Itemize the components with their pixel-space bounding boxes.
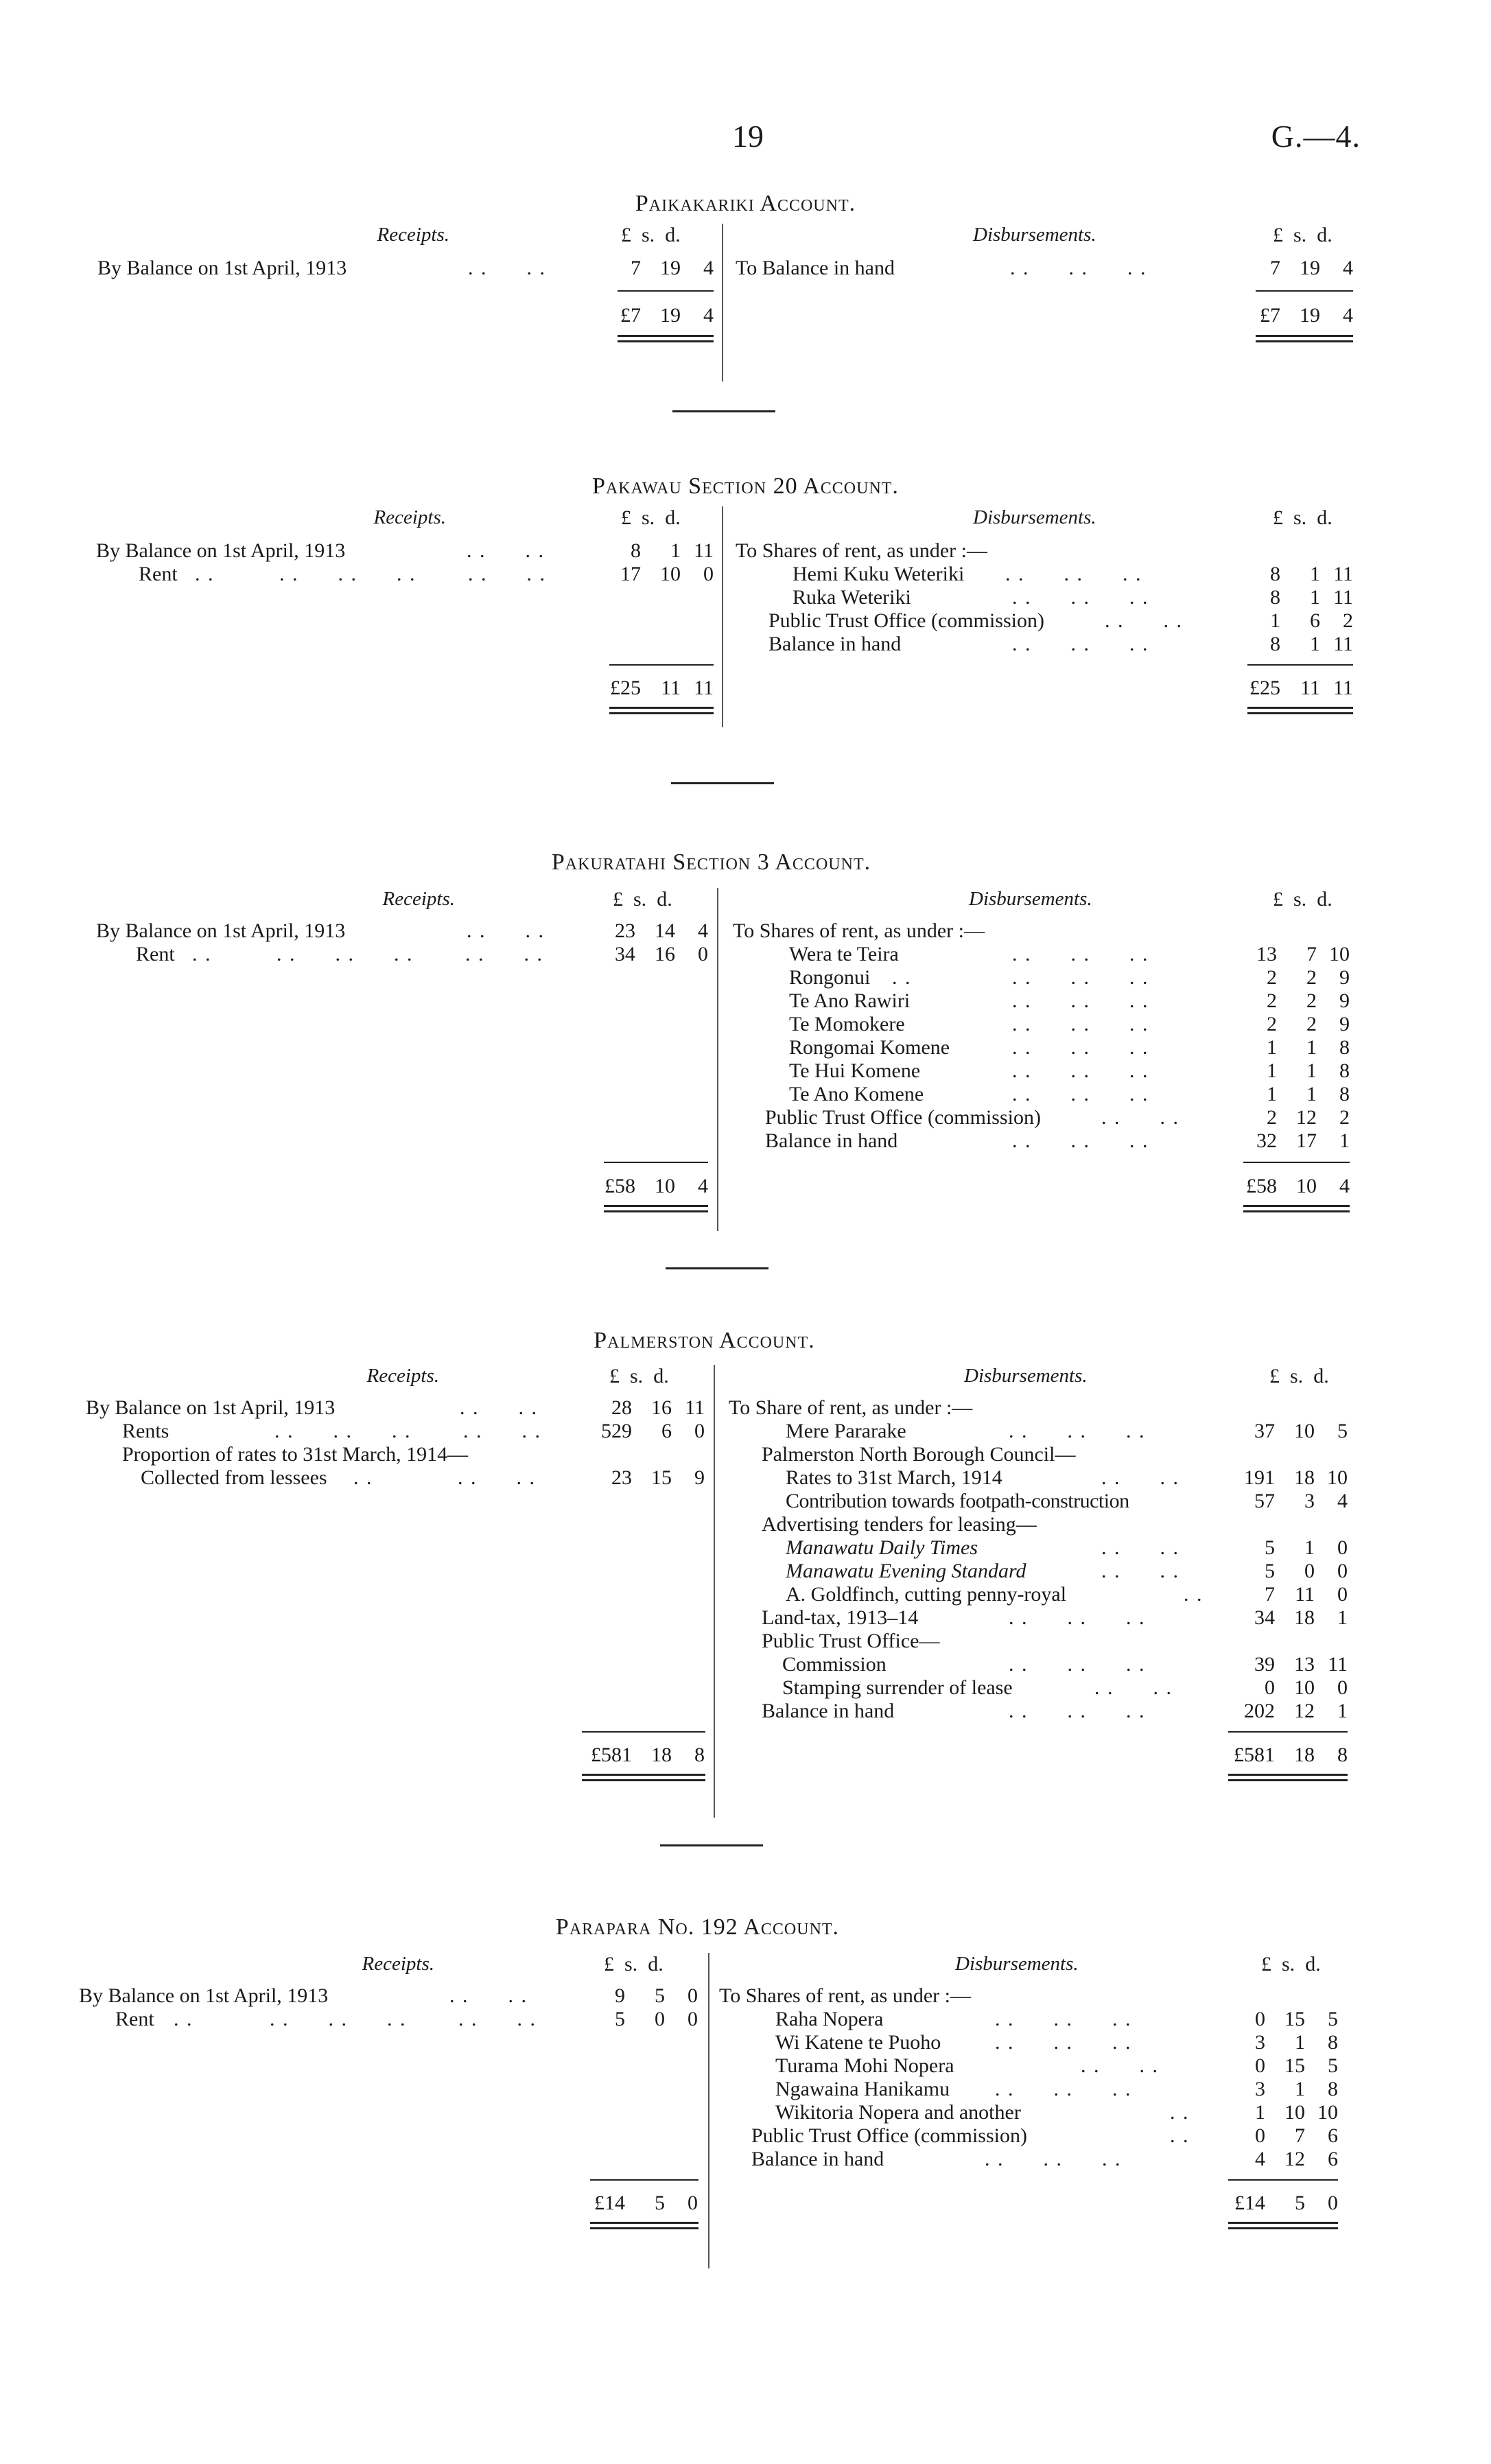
disbursement-amount: 0 15 5 [1255,2008,1338,2030]
disbursement-row: Wera te Teira . . . . . . [789,943,1149,965]
section-separator [671,782,774,784]
disbursement-row: To Shares of rent, as under :— [733,919,985,942]
receipt-row: Collected from lessees . . . . . . [141,1466,536,1489]
page-reference: G.—4. [1271,119,1361,154]
receipts-total: £14 5 0 [594,2192,698,2214]
receipt-row: By Balance on 1st April, 1913 . . . . [86,1396,538,1419]
disbursement-amount: 2 12 2 [1267,1106,1350,1129]
disbursement-amount: 37 10 5 [1254,1420,1348,1442]
section-separator [672,410,775,412]
total-rule [582,1731,705,1733]
disbursements-total: £581 18 8 [1234,1744,1348,1766]
disbursement-amount: 13 7 10 [1256,943,1350,965]
disbursements-heading: Disbursements. [973,506,1096,528]
disbursement-row: Te Ano Rawiri . . . . . . [789,989,1149,1012]
receipts-heading: Receipts. [373,506,446,528]
receipt-row: By Balance on 1st April, 1913 . . . . [96,539,545,562]
disbursements-heading: Disbursements. [973,224,1096,246]
disbursement-amount: 1 6 2 [1270,609,1353,632]
receipt-row: Rents . . . . . . . . . . [122,1420,541,1442]
disbursement-row: Wi Katene te Puoho . . . . . . [775,2031,1132,2054]
disbursement-amount: 8 1 11 [1270,633,1353,655]
column-divider [722,506,723,727]
column-divider [708,1953,709,2268]
receipt-amount: 529 6 0 [601,1420,705,1442]
disbursement-amount: 2 2 9 [1267,989,1350,1012]
total-rule [604,1162,708,1163]
disbursement-amount: 3 1 8 [1255,2031,1338,2054]
disbursement-amount: 34 18 1 [1254,1606,1348,1629]
disbursements-money-header: £ s. d. [1273,888,1332,911]
disbursement-row: Public Trust Office (commission) . . [751,2124,1190,2147]
disbursement-row: Palmerston North Borough Council— [762,1443,1076,1466]
disbursement-amount: 1 1 8 [1267,1083,1350,1105]
disbursement-amount: 8 1 11 [1270,563,1353,585]
receipts-money-header: £ s. d. [604,1953,664,1975]
disbursement-amount: 5 0 0 [1265,1560,1348,1582]
disbursement-row: Turama Mohi Nopera . . . . [775,2054,1159,2077]
total-double-rule [604,1205,708,1212]
disbursement-amount: 0 15 5 [1255,2054,1338,2077]
disbursement-amount: 0 10 0 [1265,1676,1348,1699]
disbursements-total: £58 10 4 [1246,1175,1350,1197]
disbursements-heading: Disbursements. [964,1365,1088,1387]
disbursement-row: Balance in hand . . . . . . [751,2148,1122,2170]
total-rule [1243,1162,1350,1163]
receipts-total: £7 19 4 [620,304,714,327]
disbursement-row: Balance in hand . . . . . . [762,1700,1146,1722]
disbursement-row: Raha Nopera . . . . . . [775,2008,1132,2030]
disbursement-row: To Shares of rent, as under :— [736,539,987,562]
disbursements-money-header: £ s. d. [1269,1365,1329,1387]
disbursement-row: Rongomai Komene . . . . . . [789,1036,1149,1059]
total-rule [1228,1731,1348,1733]
disbursement-row: Ngawaina Hanikamu . . . . . . [775,2078,1132,2100]
disbursement-row: Te Ano Komene . . . . . . [789,1083,1149,1105]
disbursements-money-header: £ s. d. [1273,224,1332,246]
total-rule [1256,290,1353,292]
disbursements-money-header: £ s. d. [1261,1953,1321,1975]
disbursement-amount: 7 19 4 [1270,257,1353,279]
receipts-money-header: £ s. d. [621,224,681,246]
total-double-rule [609,707,714,714]
receipt-amount: 8 1 11 [631,539,714,562]
disbursement-row: Te Hui Komene . . . . . . [789,1059,1149,1082]
receipt-row: Rent . . . . . . . . . . . . [136,943,543,965]
total-rule [609,664,714,666]
disbursements-total: £7 19 4 [1260,304,1353,327]
receipt-row: Proportion of rates to 31st March, 1914— [122,1443,469,1466]
disbursement-amount: 1 10 10 [1255,2101,1338,2124]
disbursement-amount: 202 12 1 [1244,1700,1348,1722]
receipts-total: £581 18 8 [591,1744,705,1766]
receipts-money-header: £ s. d. [609,1365,669,1387]
disbursements-total: £25 11 11 [1249,677,1353,699]
column-divider [714,1365,715,1818]
account-title: Paikakariki Account. [635,191,856,216]
total-double-rule [1228,2222,1338,2229]
total-double-rule [1228,1774,1348,1781]
receipts-heading: Receipts. [362,1953,434,1975]
disbursement-amount: 5 1 0 [1265,1536,1348,1559]
disbursement-amount: 8 1 11 [1270,586,1353,609]
receipts-total: £58 10 4 [604,1175,708,1197]
disbursement-row: To Balance in hand . . . . . . [736,257,1147,279]
receipts-money-header: £ s. d. [621,506,681,529]
total-rule [590,2179,698,2181]
disbursements-money-header: £ s. d. [1273,506,1332,529]
disbursement-amount: 2 2 9 [1267,966,1350,989]
disbursement-row: Te Momokere . . . . . . [789,1013,1149,1035]
disbursement-row: Public Trust Office (commission) . . . . [768,609,1183,632]
receipt-amount: 34 16 0 [615,943,708,965]
account-title: Palmerston Account. [594,1328,815,1353]
disbursement-row: To Share of rent, as under :— [729,1396,973,1419]
disbursement-row: To Shares of rent, as under :— [719,1984,971,2007]
receipt-amount: 9 5 0 [615,1984,698,2007]
disbursement-amount: 4 12 6 [1255,2148,1338,2170]
total-rule [1228,2179,1338,2181]
disbursement-row: Land-tax, 1913–14 . . . . . . [762,1606,1146,1629]
page-number: 19 [732,119,764,154]
disbursements-total: £14 5 0 [1234,2192,1338,2214]
disbursement-row: Manawatu Evening Standard . . . . [786,1560,1179,1582]
receipt-amount: 23 14 4 [615,919,708,942]
total-double-rule [1243,1205,1350,1212]
disbursement-row: Balance in hand . . . . . . [765,1129,1149,1152]
disbursement-row: Wikitoria Nopera and another . . [775,2101,1190,2124]
disbursement-row: Rates to 31st March, 1914 . . . . [786,1466,1179,1489]
disbursement-row: Manawatu Daily Times . . . . [786,1536,1179,1559]
receipt-row: By Balance on 1st April, 1913 . . . . [96,919,545,942]
disbursement-row: Hemi Kuku Weteriki . . . . . . [793,563,1142,585]
column-divider [717,888,718,1231]
disbursement-amount: 3 1 8 [1255,2078,1338,2100]
receipt-row: By Balance on 1st April, 1913 . . . . [79,1984,528,2007]
section-separator [660,1844,763,1846]
disbursement-row: A. Goldfinch, cutting penny-royal . . [786,1583,1204,1606]
disbursement-amount: 39 13 11 [1254,1653,1348,1676]
disbursement-row: Rongonui . . . . . . . . [789,966,1149,989]
receipt-amount: 17 10 0 [620,563,714,585]
total-double-rule [1256,335,1353,342]
disbursement-amount: 1 1 8 [1267,1059,1350,1082]
column-divider [722,224,723,382]
disbursement-amount: 1 1 8 [1267,1036,1350,1059]
disbursement-amount: 7 11 0 [1265,1583,1348,1606]
receipt-row: Rent . . . . . . . . . . . . [139,563,546,585]
disbursements-heading: Disbursements. [969,888,1092,910]
account-title: Parapara No. 192 Account. [555,1914,840,1940]
disbursement-row: Mere Pararake . . . . . . [786,1420,1146,1442]
total-double-rule [582,1774,705,1781]
disbursement-row: Advertising tenders for leasing— [762,1513,1037,1536]
receipts-heading: Receipts. [366,1365,439,1387]
receipt-amount: 23 15 9 [611,1466,705,1489]
disbursement-amount: 0 7 6 [1255,2124,1338,2147]
section-separator [666,1267,768,1269]
disbursement-amount: 57 3 4 [1254,1490,1348,1512]
disbursement-row: Balance in hand . . . . . . [768,633,1149,655]
total-rule [1247,664,1353,666]
receipt-row: By Balance on 1st April, 1913 . . . . [97,257,546,279]
receipts-heading: Receipts. [382,888,455,910]
receipt-amount: 5 0 0 [615,2008,698,2030]
account-title: Pakuratahi Section 3 Account. [551,849,871,875]
disbursement-row: Public Trust Office (commission) . . . . [765,1106,1179,1129]
total-double-rule [1247,707,1353,714]
disbursement-row: Stamping surrender of lease . . . . [782,1676,1173,1699]
receipt-amount: 7 19 4 [631,257,714,279]
disbursement-row: Ruka Weteriki . . . . . . [793,586,1149,609]
disbursement-row: Public Trust Office— [762,1630,940,1652]
receipts-money-header: £ s. d. [613,888,672,911]
disbursement-amount: 191 18 10 [1244,1466,1348,1489]
disbursement-row: Commission . . . . . . [782,1653,1146,1676]
disbursement-amount: 2 2 9 [1267,1013,1350,1035]
total-double-rule [590,2222,698,2229]
disbursement-row: Contribution towards footpath-construction [786,1490,1129,1512]
receipt-row: Rent . . . . . . . . . . . . [115,2008,537,2030]
total-double-rule [618,335,714,342]
receipt-amount: 28 16 11 [611,1396,705,1419]
total-rule [618,290,714,292]
disbursements-heading: Disbursements. [955,1953,1079,1975]
account-title: Pakawau Section 20 Account. [592,473,899,499]
receipts-heading: Receipts. [377,224,449,246]
receipts-total: £25 11 11 [610,677,714,699]
disbursement-amount: 32 17 1 [1256,1129,1350,1152]
